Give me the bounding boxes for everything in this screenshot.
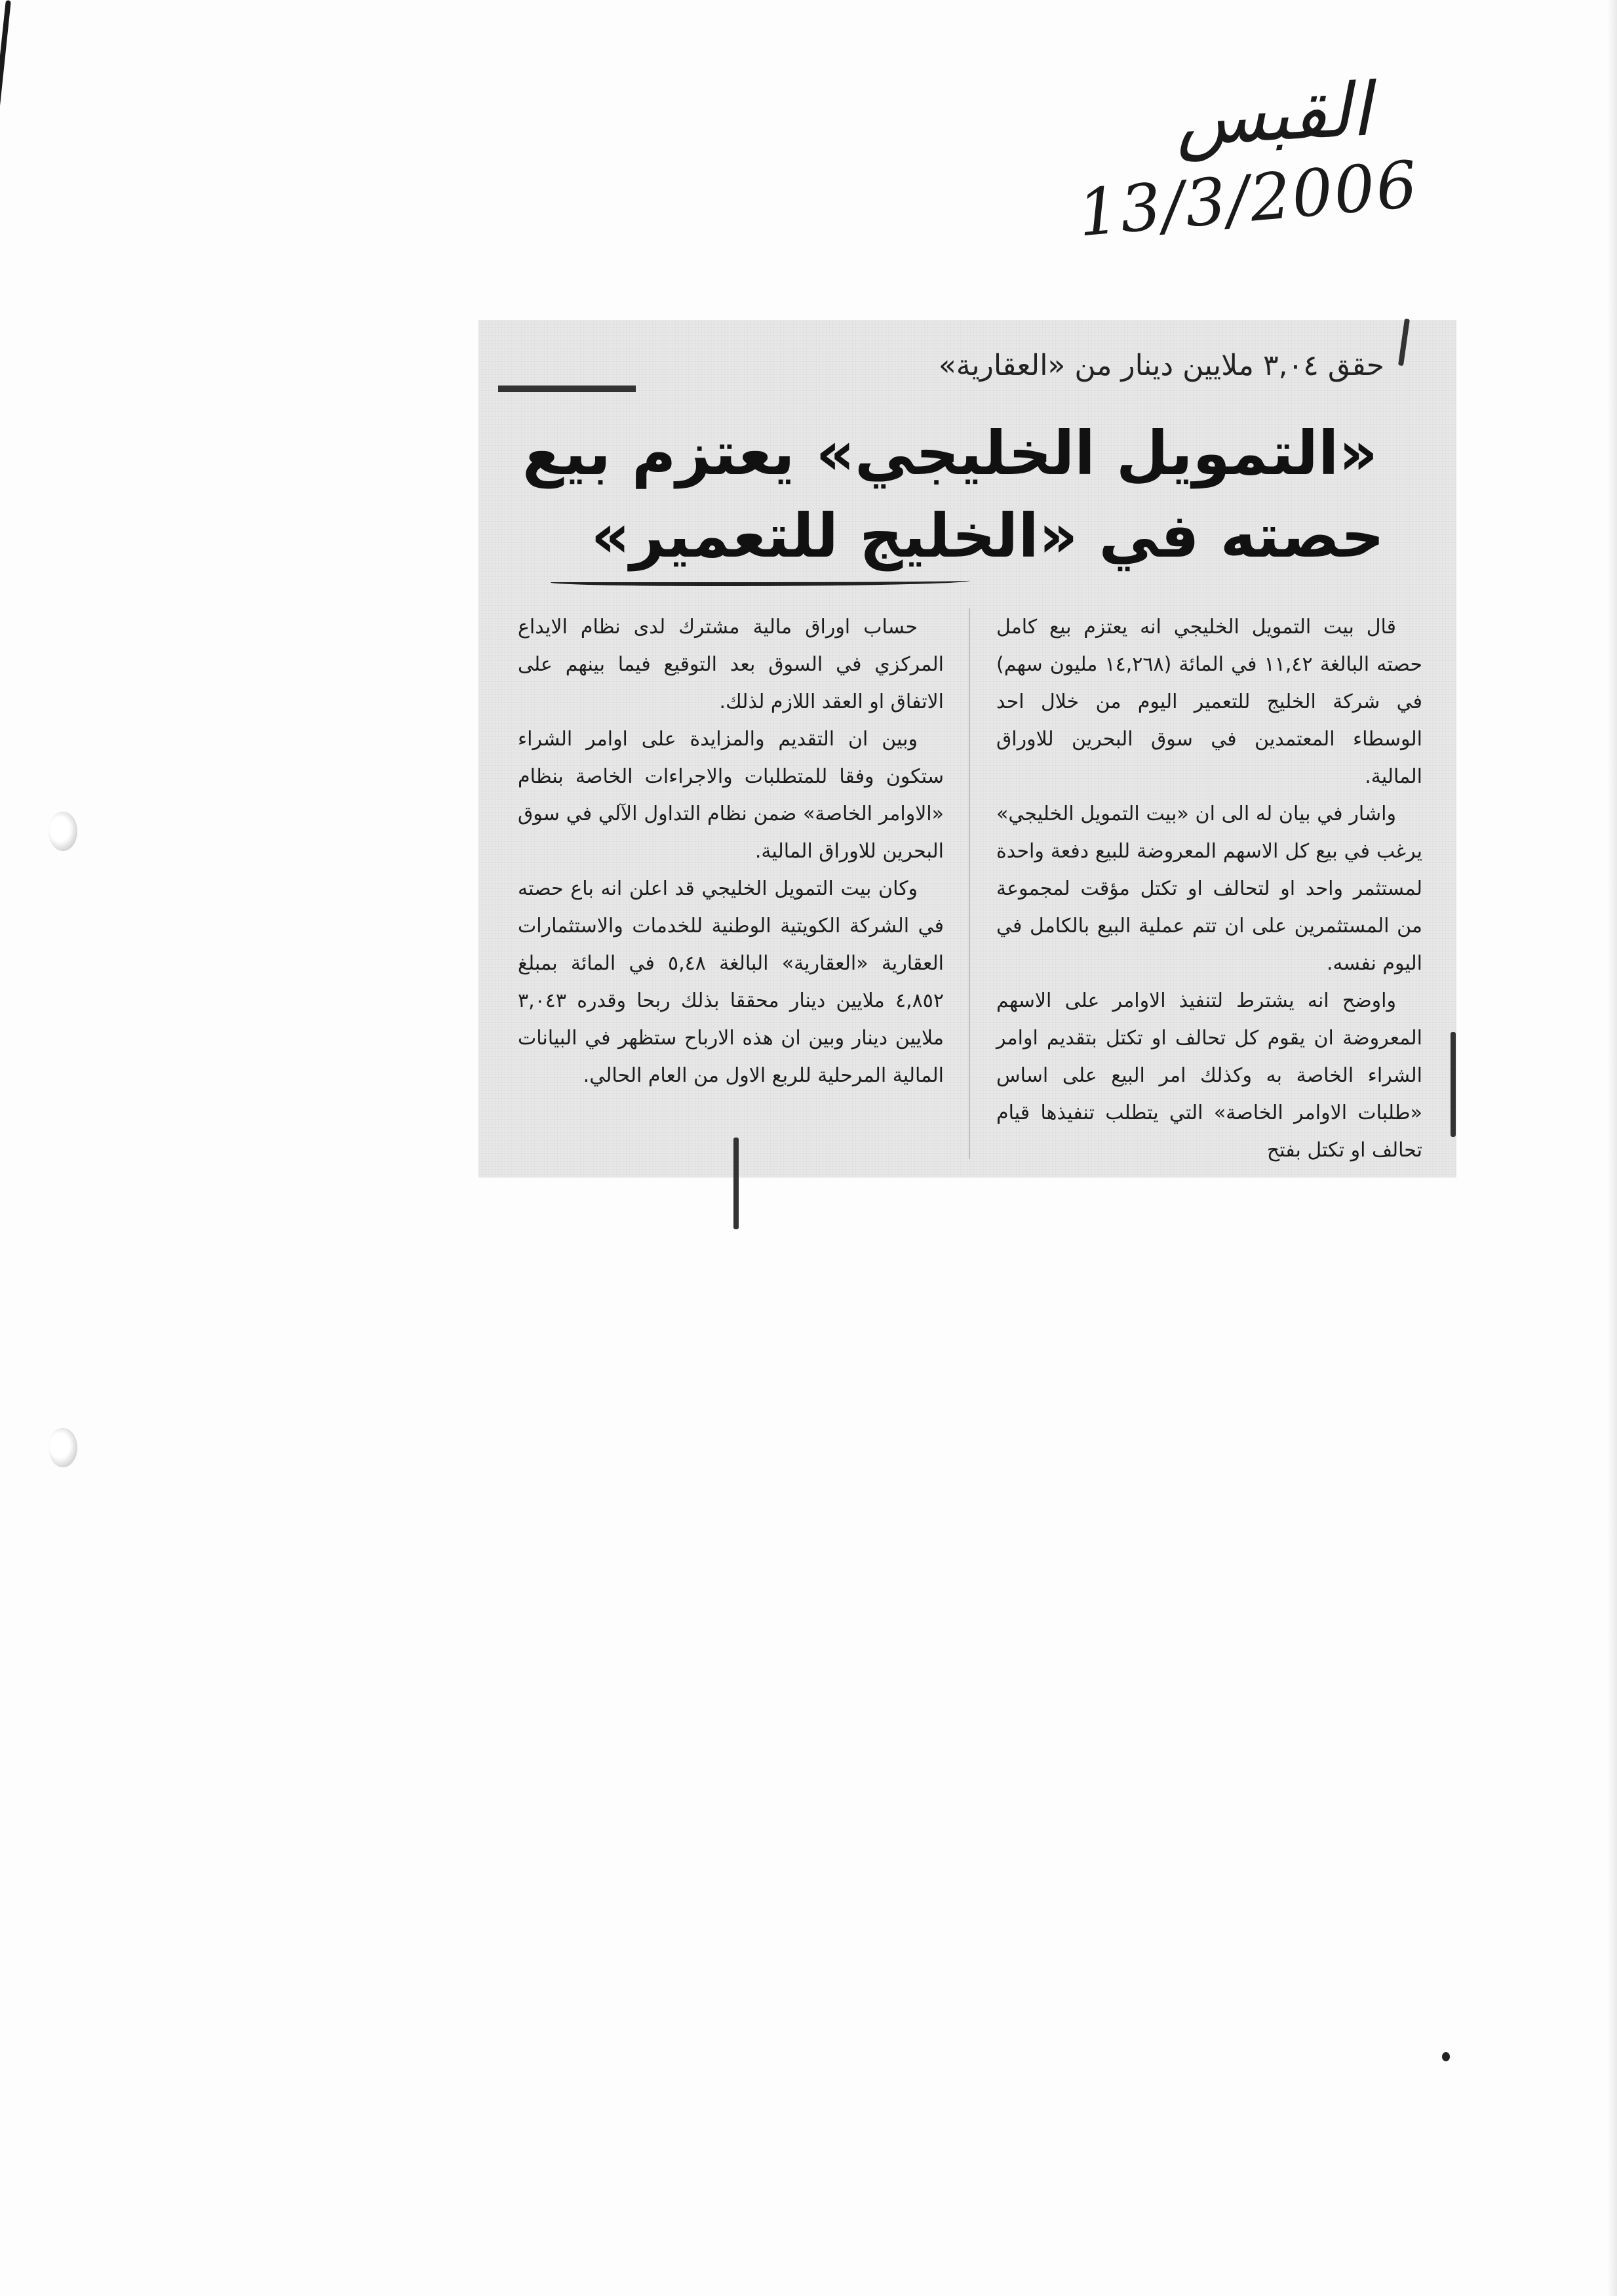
headline-line-2: حصته في «الخليج للتعمير»	[591, 501, 1384, 571]
headline-underline	[551, 577, 970, 586]
punch-hole-bottom	[49, 1428, 77, 1467]
margin-mark	[1451, 1032, 1456, 1137]
handwritten-date: 13/3/2006	[1075, 147, 1422, 252]
article-kicker: حقق ٣,٠٤ ملايين دينار من «العقارية»	[938, 349, 1384, 382]
handwritten-source-name: القبس	[1173, 67, 1373, 163]
page-edge-shadow	[1607, 0, 1617, 2296]
margin-mark	[733, 1138, 739, 1229]
paragraph: وبين ان التقديم والمزايدة على اوامر الشراء ستكون وفقا للمتطلبات والاجراءات الخاصة بنظام «الاوامر الخاصة» ضمن نظام التداول الآلي في سوق البحرين للاوراق المالية.	[518, 728, 944, 863]
paragraph: وكان بيت التمويل الخليجي قد اعلن انه باع حصته في الشركة الكويتية الوطنية للخدمات والاستثمارات العقارية «العقارية» البالغة ٥,٤٨ في المائة بمبلغ ٤,٨٥٢ ملايين دينار محققا بذلك ربحا وقدره ٣,٠٤٣ ملايين دينار وبين ان هذه الارباح ستظهر في البيانات المالية المرحلية للربع الاول من العام الحالي.	[518, 877, 944, 1087]
paragraph: حساب اوراق مالية مشترك لدى نظام الايداع المركزي في السوق بعد التوقيع فيما بينهم على الاتفاق او العقد اللازم لذلك.	[518, 616, 944, 713]
paragraph: واشار في بيان له الى ان «بيت التمويل الخليجي» يرغب في بيع كل الاسهم المعروضة للبيع دفعة واحدة لمستثمر واحد او لتحالف او تكتل مؤقت لمجموعة من المستثمرين على ان تتم عملية البيع بالكامل في اليوم نفسه.	[996, 802, 1422, 975]
column-divider	[969, 608, 970, 1159]
paragraph: واوضح انه يشترط لتنفيذ الاوامر على الاسهم المعروضة ان يقوم كل تحالف او تكتل بتقديم اوامر الشراء الخاصة به وكذلك امر البيع على اساس «طلبات الاوامر الخاصة» التي يتطلب تنفيذها قيام تحالف او تكتل بفتح	[996, 989, 1422, 1162]
newspaper-clipping	[478, 320, 1456, 1178]
kicker-rule	[498, 386, 636, 392]
punch-hole-top	[49, 812, 77, 851]
headline-line-1: «التمويل الخليجي» يعتزم بيع	[522, 418, 1378, 488]
article-column-left	[518, 608, 944, 1094]
paragraph: قال بيت التمويل الخليجي انه يعتزم بيع كامل حصته البالغة ١١,٤٢ في المائة (١٤,٢٦٨ مليون سهم) في شركة الخليج للتعمير اليوم من خلال احد الوسطاء المعتمدين في سوق البحرين للاوراق المالية.	[996, 616, 1422, 788]
article-column-right	[996, 608, 1422, 1169]
ink-speck	[1442, 2052, 1450, 2061]
handwritten-stroke	[0, 0, 11, 111]
